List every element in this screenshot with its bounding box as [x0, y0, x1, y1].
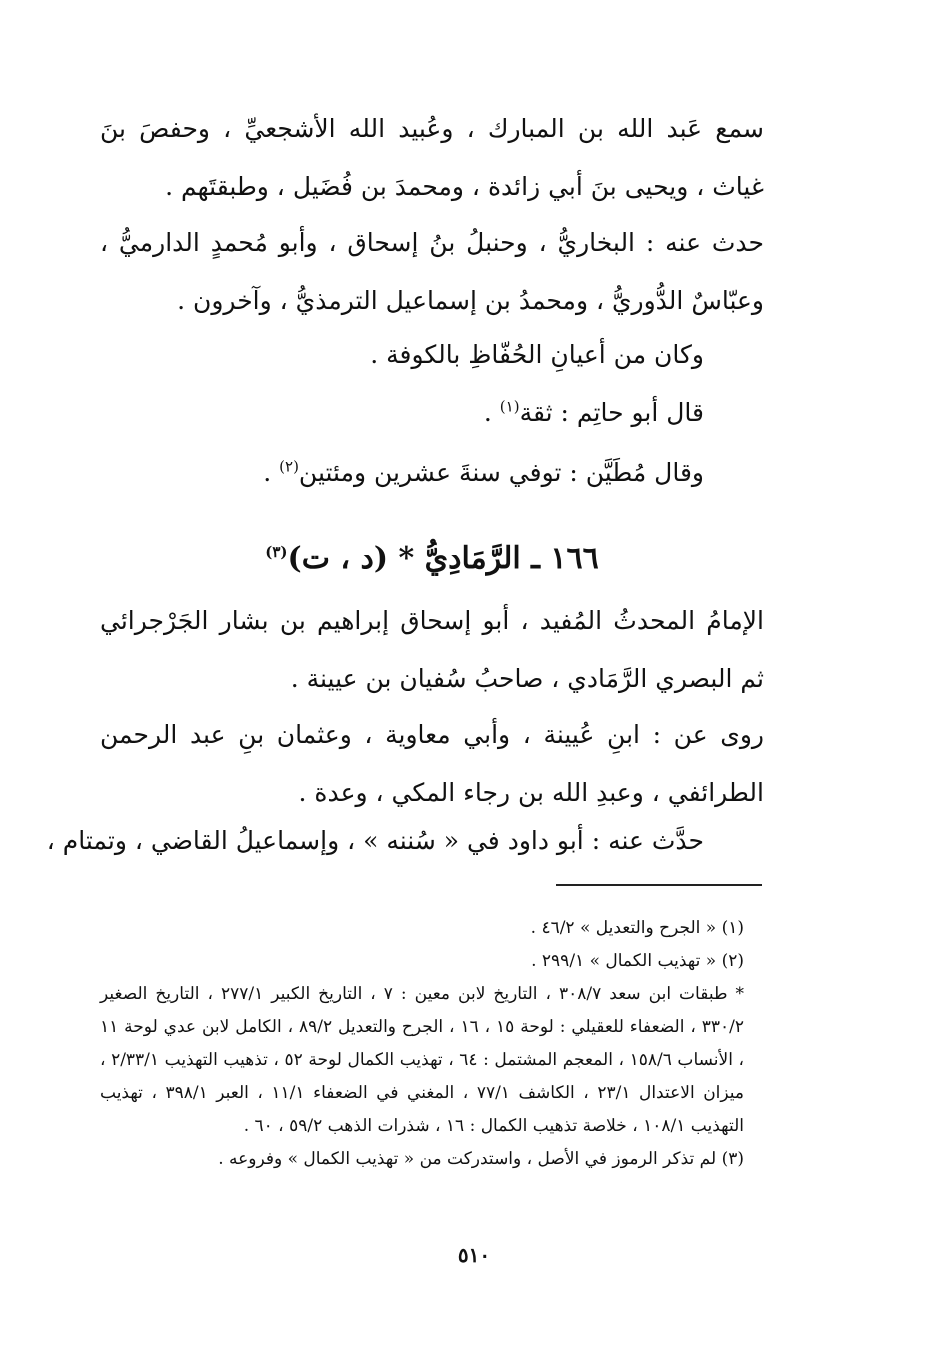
paragraph-text: قال أبو حاتِم : ثقة	[519, 398, 704, 427]
footnote-1: (١) « الجرح والتعديل » ٤٦/٢ .	[530, 918, 744, 938]
paragraph-narrated-from	[100, 706, 764, 822]
paragraph-narrated-from-him	[100, 214, 764, 330]
footnote-divider	[556, 884, 762, 886]
paragraph-end: .	[483, 398, 500, 427]
paragraph-text: وكان من أعيانِ الحُفّاظِ بالكوفة .	[370, 340, 704, 369]
entry-heading	[100, 530, 764, 588]
footnote-sources: * طبقات ابن سعد ٣٠٨/٧ ، التاريخ لابن معين : ٧ ، التاريخ الكبير ٢٧٧/١ ، التاريخ الصغير ٣٣٠/٢ ، الضعفاء للعقيلي : لوحة ١٥ ، ١٦ ، الجرح والتعديل ٨٩/٢ ، الكامل لابن عدي لوحة ١١ ، الأنساب ١٥٨/٦ ، المعجم المشتمل : ٦٤ ، تهذيب الكمال لوحة ٥٢ ، تذهيب التهذيب ٢/٣٣/١ ، ميزان الاعتدال ٢٣/١ ، الكاشف ٧٧/١ ، المغني في الضعفاء ١١/١ ، العبر ٣٩٨/١ ، تهذيب التهذيب ١٠٨/١ ، خلاصة تذهيب الكمال : ١٦ ، شذرات الذهب ٥٩/٢ ، ٦٠ .	[100, 984, 745, 1136]
footnote-3: (٣) لم تذكر الرموز في الأصل ، واستدركت من « تهذيب الكمال » وفروعه .	[218, 1149, 744, 1169]
paragraph-mutayyan	[263, 444, 704, 502]
paragraph-text: الإمامُ المحدثُ المُفيد ، أبو إسحاق إبراهيم بن بشار الجَرْجرائي ثم البصري الرَّمَادي ، صاحبُ سُفيان بن عيينة .	[100, 606, 764, 693]
footnote-ref-1: (١)	[499, 397, 520, 416]
heading-text: ١٦٦ ـ الرَّمَادِيُّ * (د ، ت)	[287, 541, 599, 576]
paragraph-end: .	[263, 458, 280, 487]
paragraph-students	[47, 812, 704, 870]
footnote-ref-2: (٢)	[279, 457, 299, 476]
paragraph-text: حدَّث عنه : أبو داود في « سُننه » ، وإسماعيلُ القاضي ، وتمتام ،	[46, 826, 704, 855]
paragraph-text: وقال مُطَيَّن : توفي سنةَ عشرين ومئتين	[298, 458, 704, 487]
footnote-2: (٢) « تهذيب الكمال » ٢٩٩/١ .	[531, 951, 744, 971]
paragraph-abu-hatim	[484, 384, 704, 442]
paragraph-text: روى عن : ابنِ عُيينة ، وأبي معاوية ، وعثمان بنِ عبد الرحمن الطرائفي ، وعبدِ الله بن رجاء المكي ، وعدة .	[100, 720, 764, 807]
paragraph-biography-intro	[100, 592, 764, 708]
page-number: ٥١٠	[457, 1243, 491, 1267]
footnotes	[100, 912, 764, 1176]
footnote-ref-3: (٣)	[265, 543, 288, 561]
paragraph-text: حدث عنه : البخاريُّ ، وحنبلُ بنُ إسحاق ، وأبو مُحمدٍ الدارميُّ ، وعبّاسٌ الدُّوريُّ ، ومحمدُ بن إسماعيل الترمذيُّ ، وآخرون .	[100, 228, 764, 315]
paragraph-text: سمع عَبد الله بن المبارك ، وعُبيد الله الأشجعيِّ ، وحفصَ بنَ غياث ، ويحيى بنَ أبي زائدة ، ومحمدَ بن فُضَيل ، وطبقتَهم .	[100, 114, 764, 201]
paragraph-heard-from	[100, 100, 764, 216]
paragraph-hafiz-kufa	[370, 326, 704, 384]
